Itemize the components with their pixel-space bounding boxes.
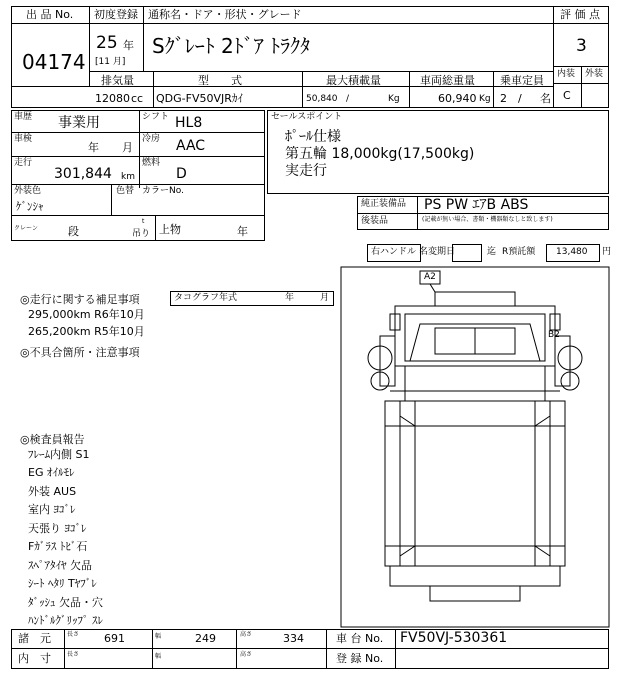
inspector-line: ﾀﾞｯｼｭ 欠品・穴: [28, 596, 103, 609]
footer-frame: [11, 629, 609, 669]
displacement-label: 排気量: [101, 74, 134, 87]
car-name: Sｸﾞﾚｰﾄ 2ﾄﾞｱ ﾄﾗｸﾀ: [152, 34, 311, 58]
info-frame: [11, 110, 265, 241]
lot-no: 04174: [22, 50, 86, 74]
capacity-unit: 名: [540, 92, 551, 105]
tax-unit: 円: [602, 247, 612, 257]
max-load-slash: /: [346, 94, 350, 104]
km-unit: km: [121, 172, 135, 182]
ac: AAC: [176, 138, 206, 154]
genuine-label: 純正装備品: [361, 199, 407, 209]
inspector-line: ﾌﾚｰﾑ内側 S1: [28, 448, 90, 461]
inner-height-label: 高さ: [240, 651, 253, 658]
inspection-year: 年: [88, 141, 99, 154]
spec-label: 諸 元: [18, 632, 51, 645]
model: QDG-FV50VJRｶｲ: [156, 92, 243, 105]
sales-points-label: セールスポイント: [271, 112, 343, 122]
reg-label: 登 録 No.: [336, 652, 384, 665]
tax-prefix: 迄: [487, 247, 497, 257]
first-reg-month: [11 月]: [95, 57, 126, 67]
color-change-label: 色替: [116, 186, 135, 196]
car-name-label: 通称名・ドア・形状・グレード: [148, 8, 302, 21]
first-reg-year: 25: [96, 33, 118, 53]
width-label: 幅: [155, 633, 162, 640]
crane-stage: 段: [68, 225, 79, 238]
gvw-unit: Kg: [479, 94, 491, 104]
sales-point-line: 第五輪 18,000kg(17,500kg): [285, 146, 475, 162]
inspector-line: EG ｵｲﾙﾓﾚ: [28, 466, 75, 479]
interior-value: C: [563, 89, 571, 102]
height: 334: [283, 632, 304, 645]
defect-label: ◎不具合箇所・注意事項: [20, 346, 140, 359]
history-label: 車歴: [14, 112, 33, 122]
tax-value: 13,480: [556, 247, 588, 257]
tacho-month: 月: [320, 293, 330, 303]
capacity: 2: [500, 92, 507, 105]
first-reg-label: 初度登録: [94, 8, 138, 21]
length: 691: [104, 632, 125, 645]
year-unit: 年: [123, 39, 134, 52]
ext-color: ｹﾞﾝｼｬ: [16, 200, 44, 213]
max-load-unit: Kg: [388, 94, 400, 104]
mileage-note-line: 295,000km R6年10月: [28, 308, 145, 321]
mileage-note-line: 265,200km R5年10月: [28, 325, 145, 338]
crane-top-label: 上物: [159, 223, 181, 236]
name-change-box: [452, 244, 482, 262]
shift: HL8: [175, 115, 203, 131]
steering: 右ハンドル: [371, 247, 417, 257]
score-label: 評 価 点: [560, 8, 600, 21]
diagram-mark-b2: B2: [548, 330, 560, 340]
name-change-label: 名変期日: [419, 247, 456, 257]
model-label: 型 式: [198, 74, 242, 87]
fuel: D: [176, 166, 187, 182]
height-label: 高さ: [240, 631, 253, 638]
interior-label: 内装: [557, 69, 576, 79]
genuine-equipment: PS PW ｴｱB ABS: [424, 197, 529, 213]
mileage-label: 走行: [14, 158, 33, 168]
sales-point-line: 実走行: [285, 163, 327, 179]
tacho-label: タコグラフ年式: [174, 293, 238, 303]
inspector-line: ｼｰﾄ ﾍﾀﾘ Tﾔﾌﾞﾚ: [28, 577, 97, 590]
fuel-label: 燃料: [142, 158, 161, 168]
capacity-slash: /: [518, 92, 522, 105]
inspection-label: 車検: [14, 134, 33, 144]
chassis-label: 車 台 No.: [336, 632, 384, 645]
width: 249: [195, 632, 216, 645]
color-no-label: カラーNo.: [142, 186, 184, 196]
inspection-month: 月: [122, 141, 133, 154]
inspector-line: 天張り ﾖｺﾞﾚ: [28, 522, 87, 535]
lot-no-label: 出 品 No.: [26, 8, 74, 21]
mileage: 301,844: [54, 166, 112, 182]
inner-width-label: 幅: [155, 653, 162, 660]
cc-unit: cc: [131, 92, 144, 105]
inspector-label: ◎検査員報告: [20, 433, 85, 446]
diagram-mark-a2: A2: [424, 272, 436, 282]
ac-label: 冷房: [142, 134, 161, 144]
sales-point-line: ﾎﾟｰﾙ仕様: [285, 129, 341, 145]
score: 3: [576, 36, 587, 56]
max-load-label: 最大積載量: [326, 74, 381, 87]
crane-hang: 吊り: [132, 229, 151, 239]
crane-t: t: [142, 218, 145, 225]
chassis: FV50VJ-530361: [400, 630, 508, 646]
history: 事業用: [58, 115, 100, 131]
vehicle-diagram: [340, 266, 610, 628]
gvw-label: 車両総重量: [420, 74, 475, 87]
displacement: 12080: [95, 92, 130, 105]
max-load: 50,840: [306, 94, 338, 104]
ext-color-label: 外装色: [14, 186, 42, 196]
inspector-line: 外装 AUS: [28, 485, 77, 498]
mileage-note-label: ◎走行に関する補足事項: [20, 293, 140, 306]
inspector-line: 室内 ﾖｺﾞﾚ: [28, 503, 76, 516]
shift-label: シフト: [142, 112, 170, 122]
length-label: 長さ: [67, 631, 80, 638]
inner-dim-label: 内 寸: [18, 652, 51, 665]
inspector-line: Fｶﾞﾗｽ ﾄﾋﾞ石: [28, 540, 88, 553]
inspector-line: ｽﾍﾟｱﾀｲﾔ 欠品: [28, 559, 92, 572]
crane-year: 年: [237, 225, 248, 238]
capacity-label: 乗車定員: [500, 74, 544, 87]
inspector-line: ﾊﾝﾄﾞﾙｸﾞﾘｯﾌﾟ ｽﾚ: [28, 614, 103, 627]
inner-length-label: 長さ: [67, 651, 80, 658]
tacho-year: 年: [285, 293, 295, 303]
gvw: 60,940: [438, 92, 477, 105]
tax-label: R預託額: [502, 247, 536, 257]
crane-label: クレーン: [14, 225, 38, 232]
aftermarket-label: 後装品: [361, 216, 389, 226]
aftermarket-note: (記載が無い場合、書類・機器類なしと致します): [422, 216, 553, 223]
exterior-label: 外装: [585, 69, 604, 79]
